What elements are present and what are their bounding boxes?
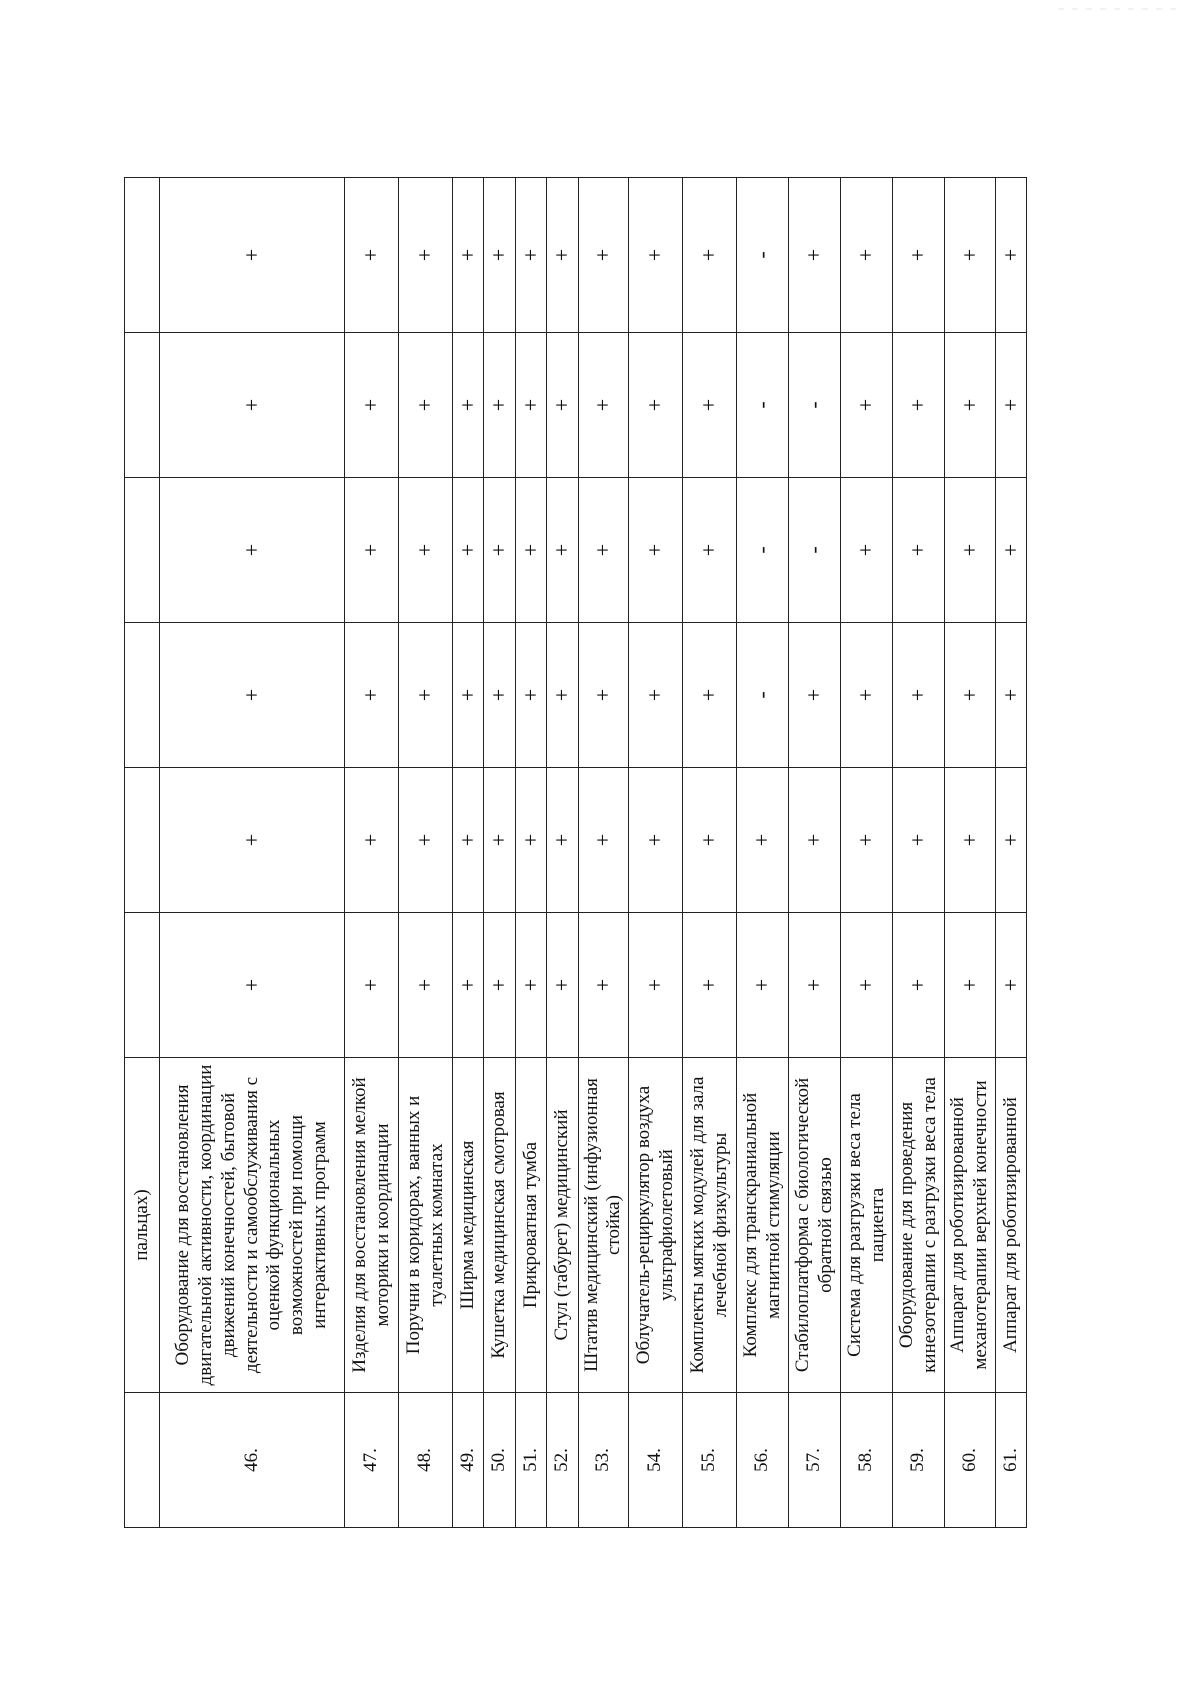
availability-mark: + bbox=[345, 178, 399, 333]
mark-cell bbox=[125, 913, 160, 1058]
availability-mark: + bbox=[683, 623, 737, 768]
availability-mark: + bbox=[453, 333, 484, 478]
availability-mark: + bbox=[399, 178, 453, 333]
row-number: 52. bbox=[547, 1393, 578, 1528]
mark-cell bbox=[125, 333, 160, 478]
table-row bbox=[547, 178, 578, 1528]
equipment-name: Оборудование для восстановления двигательной активности, координации движений конечностей, бытовой деятельности и самообслуживания с оценкой функциональных возможностей при помощи интерактивных программ bbox=[160, 1058, 345, 1393]
row-number: 49. bbox=[453, 1393, 484, 1528]
availability-mark: + bbox=[841, 178, 893, 333]
availability-mark: + bbox=[515, 333, 546, 478]
availability-mark: + bbox=[629, 333, 683, 478]
row-number-cell bbox=[125, 1393, 160, 1528]
mark-cell bbox=[125, 623, 160, 768]
availability-mark: + bbox=[484, 333, 515, 478]
mark-cell bbox=[125, 178, 160, 333]
availability-mark: + bbox=[160, 333, 345, 478]
equipment-name: Стабилоплатформа с биологической обратной связью bbox=[789, 1058, 841, 1393]
availability-mark: + bbox=[399, 913, 453, 1058]
equipment-name: Оборудование для проведения кинезотерапии с разгрузки веса тела bbox=[893, 1058, 945, 1393]
equipment-name: Ширма медицинская bbox=[453, 1058, 484, 1393]
availability-mark: + bbox=[484, 478, 515, 623]
availability-mark: + bbox=[841, 768, 893, 913]
availability-mark: + bbox=[995, 623, 1026, 768]
availability-mark: + bbox=[345, 623, 399, 768]
availability-mark: + bbox=[547, 178, 578, 333]
availability-mark: + bbox=[515, 913, 546, 1058]
equipment-name: Аппарат для роботизированной механотерапии верхней конечности bbox=[945, 1058, 996, 1393]
availability-mark: - bbox=[789, 333, 841, 478]
availability-mark: + bbox=[578, 333, 629, 478]
equipment-name: Аппарат для роботизированной bbox=[995, 1058, 1026, 1393]
availability-mark: + bbox=[629, 768, 683, 913]
table-row bbox=[789, 178, 841, 1528]
availability-mark: + bbox=[547, 333, 578, 478]
availability-mark: + bbox=[893, 623, 945, 768]
equipment-name: Прикроватная тумба bbox=[515, 1058, 546, 1393]
availability-mark: + bbox=[737, 768, 789, 913]
equipment-table bbox=[124, 177, 1027, 1528]
availability-mark: + bbox=[160, 178, 345, 333]
row-number: 50. bbox=[484, 1393, 515, 1528]
table-row bbox=[578, 178, 629, 1528]
mark-cell bbox=[125, 768, 160, 913]
availability-mark: + bbox=[160, 478, 345, 623]
availability-mark: + bbox=[578, 478, 629, 623]
availability-mark: + bbox=[995, 913, 1026, 1058]
equipment-name: Система для разгрузки веса тела пациента bbox=[841, 1058, 893, 1393]
availability-mark: + bbox=[893, 768, 945, 913]
table-row-continuation bbox=[125, 178, 160, 1528]
table-row bbox=[841, 178, 893, 1528]
availability-mark: + bbox=[547, 623, 578, 768]
row-number: 47. bbox=[345, 1393, 399, 1528]
availability-mark: + bbox=[945, 913, 996, 1058]
equipment-name: Комплекс для транскраниальной магнитной стимуляции bbox=[737, 1058, 789, 1393]
header-fragment-cell: пальцах) bbox=[125, 1058, 160, 1393]
row-number: 53. bbox=[578, 1393, 629, 1528]
availability-mark: + bbox=[484, 913, 515, 1058]
equipment-name: Изделия для восстановления мелкой моторики и координации bbox=[345, 1058, 399, 1393]
availability-mark: + bbox=[789, 623, 841, 768]
availability-mark: + bbox=[683, 333, 737, 478]
availability-mark: + bbox=[578, 623, 629, 768]
availability-mark: + bbox=[515, 478, 546, 623]
scan-artifact bbox=[1058, 6, 1178, 12]
row-number: 51. bbox=[515, 1393, 546, 1528]
row-number: 60. bbox=[945, 1393, 996, 1528]
availability-mark: + bbox=[399, 478, 453, 623]
availability-mark: + bbox=[945, 768, 996, 913]
availability-mark: + bbox=[345, 333, 399, 478]
row-number: 55. bbox=[683, 1393, 737, 1528]
availability-mark: + bbox=[683, 478, 737, 623]
equipment-name: Штатив медицинский (инфузионная стойка) bbox=[578, 1058, 629, 1393]
table-row bbox=[629, 178, 683, 1528]
availability-mark: + bbox=[578, 768, 629, 913]
row-number: 59. bbox=[893, 1393, 945, 1528]
availability-mark: + bbox=[995, 768, 1026, 913]
availability-mark: + bbox=[629, 478, 683, 623]
availability-mark: + bbox=[629, 178, 683, 333]
table-row bbox=[515, 178, 546, 1528]
row-number: 61. bbox=[995, 1393, 1026, 1528]
availability-mark: + bbox=[995, 478, 1026, 623]
availability-mark: + bbox=[547, 478, 578, 623]
availability-mark: + bbox=[399, 768, 453, 913]
availability-mark: + bbox=[345, 768, 399, 913]
availability-mark: + bbox=[160, 768, 345, 913]
availability-mark: + bbox=[841, 913, 893, 1058]
availability-mark: + bbox=[160, 913, 345, 1058]
availability-mark: + bbox=[683, 178, 737, 333]
availability-mark: + bbox=[945, 178, 996, 333]
table-row bbox=[995, 178, 1026, 1528]
table-row bbox=[345, 178, 399, 1528]
availability-mark: + bbox=[893, 913, 945, 1058]
mark-cell bbox=[125, 478, 160, 623]
availability-mark: + bbox=[841, 478, 893, 623]
availability-mark: + bbox=[515, 768, 546, 913]
availability-mark: + bbox=[399, 623, 453, 768]
availability-mark: + bbox=[345, 478, 399, 623]
availability-mark: + bbox=[484, 623, 515, 768]
row-number: 46. bbox=[160, 1393, 345, 1528]
availability-mark: + bbox=[547, 913, 578, 1058]
availability-mark: - bbox=[737, 623, 789, 768]
table-row bbox=[484, 178, 515, 1528]
equipment-name: Кушетка медицинская смотровая bbox=[484, 1058, 515, 1393]
availability-mark: + bbox=[995, 333, 1026, 478]
availability-mark: + bbox=[893, 178, 945, 333]
availability-mark: + bbox=[547, 768, 578, 913]
availability-mark: + bbox=[789, 178, 841, 333]
availability-mark: + bbox=[945, 333, 996, 478]
table-row bbox=[737, 178, 789, 1528]
availability-mark: + bbox=[160, 623, 345, 768]
availability-mark: + bbox=[399, 333, 453, 478]
availability-mark: + bbox=[629, 913, 683, 1058]
availability-mark: + bbox=[453, 768, 484, 913]
equipment-name: Облучатель-рециркулятор воздуха ультрафиолетовый bbox=[629, 1058, 683, 1393]
availability-mark: + bbox=[893, 333, 945, 478]
availability-mark: + bbox=[683, 913, 737, 1058]
availability-mark: + bbox=[945, 623, 996, 768]
availability-mark: + bbox=[453, 623, 484, 768]
availability-mark: - bbox=[737, 333, 789, 478]
availability-mark: + bbox=[893, 478, 945, 623]
availability-mark: + bbox=[453, 178, 484, 333]
availability-mark: + bbox=[995, 178, 1026, 333]
availability-mark: + bbox=[453, 478, 484, 623]
availability-mark: + bbox=[789, 768, 841, 913]
equipment-name: Поручни в коридорах, ванных и туалетных комнатах bbox=[399, 1058, 453, 1393]
availability-mark: + bbox=[453, 913, 484, 1058]
availability-mark: + bbox=[789, 913, 841, 1058]
row-number: 48. bbox=[399, 1393, 453, 1528]
availability-mark: + bbox=[841, 333, 893, 478]
availability-mark: + bbox=[737, 913, 789, 1058]
availability-mark: + bbox=[683, 768, 737, 913]
availability-mark: + bbox=[945, 478, 996, 623]
table-row bbox=[945, 178, 996, 1528]
table-row bbox=[399, 178, 453, 1528]
rotated-table-wrapper bbox=[124, 178, 1084, 1528]
availability-mark: + bbox=[578, 178, 629, 333]
availability-mark: + bbox=[578, 913, 629, 1058]
table-row bbox=[893, 178, 945, 1528]
row-number: 54. bbox=[629, 1393, 683, 1528]
row-number: 57. bbox=[789, 1393, 841, 1528]
table-body bbox=[125, 178, 1027, 1528]
table-row bbox=[453, 178, 484, 1528]
availability-mark: + bbox=[484, 178, 515, 333]
availability-mark: + bbox=[841, 623, 893, 768]
availability-mark: + bbox=[345, 913, 399, 1058]
availability-mark: + bbox=[515, 623, 546, 768]
equipment-name: Стул (табурет) медицинский bbox=[547, 1058, 578, 1393]
availability-mark: + bbox=[629, 623, 683, 768]
row-number: 58. bbox=[841, 1393, 893, 1528]
table-row bbox=[160, 178, 345, 1528]
row-number: 56. bbox=[737, 1393, 789, 1528]
equipment-name: Комплекты мягких модулей для зала лечебной физкультуры bbox=[683, 1058, 737, 1393]
table-row bbox=[683, 178, 737, 1528]
availability-mark: - bbox=[737, 178, 789, 333]
availability-mark: + bbox=[515, 178, 546, 333]
availability-mark: - bbox=[737, 478, 789, 623]
availability-mark: - bbox=[789, 478, 841, 623]
availability-mark: + bbox=[484, 768, 515, 913]
